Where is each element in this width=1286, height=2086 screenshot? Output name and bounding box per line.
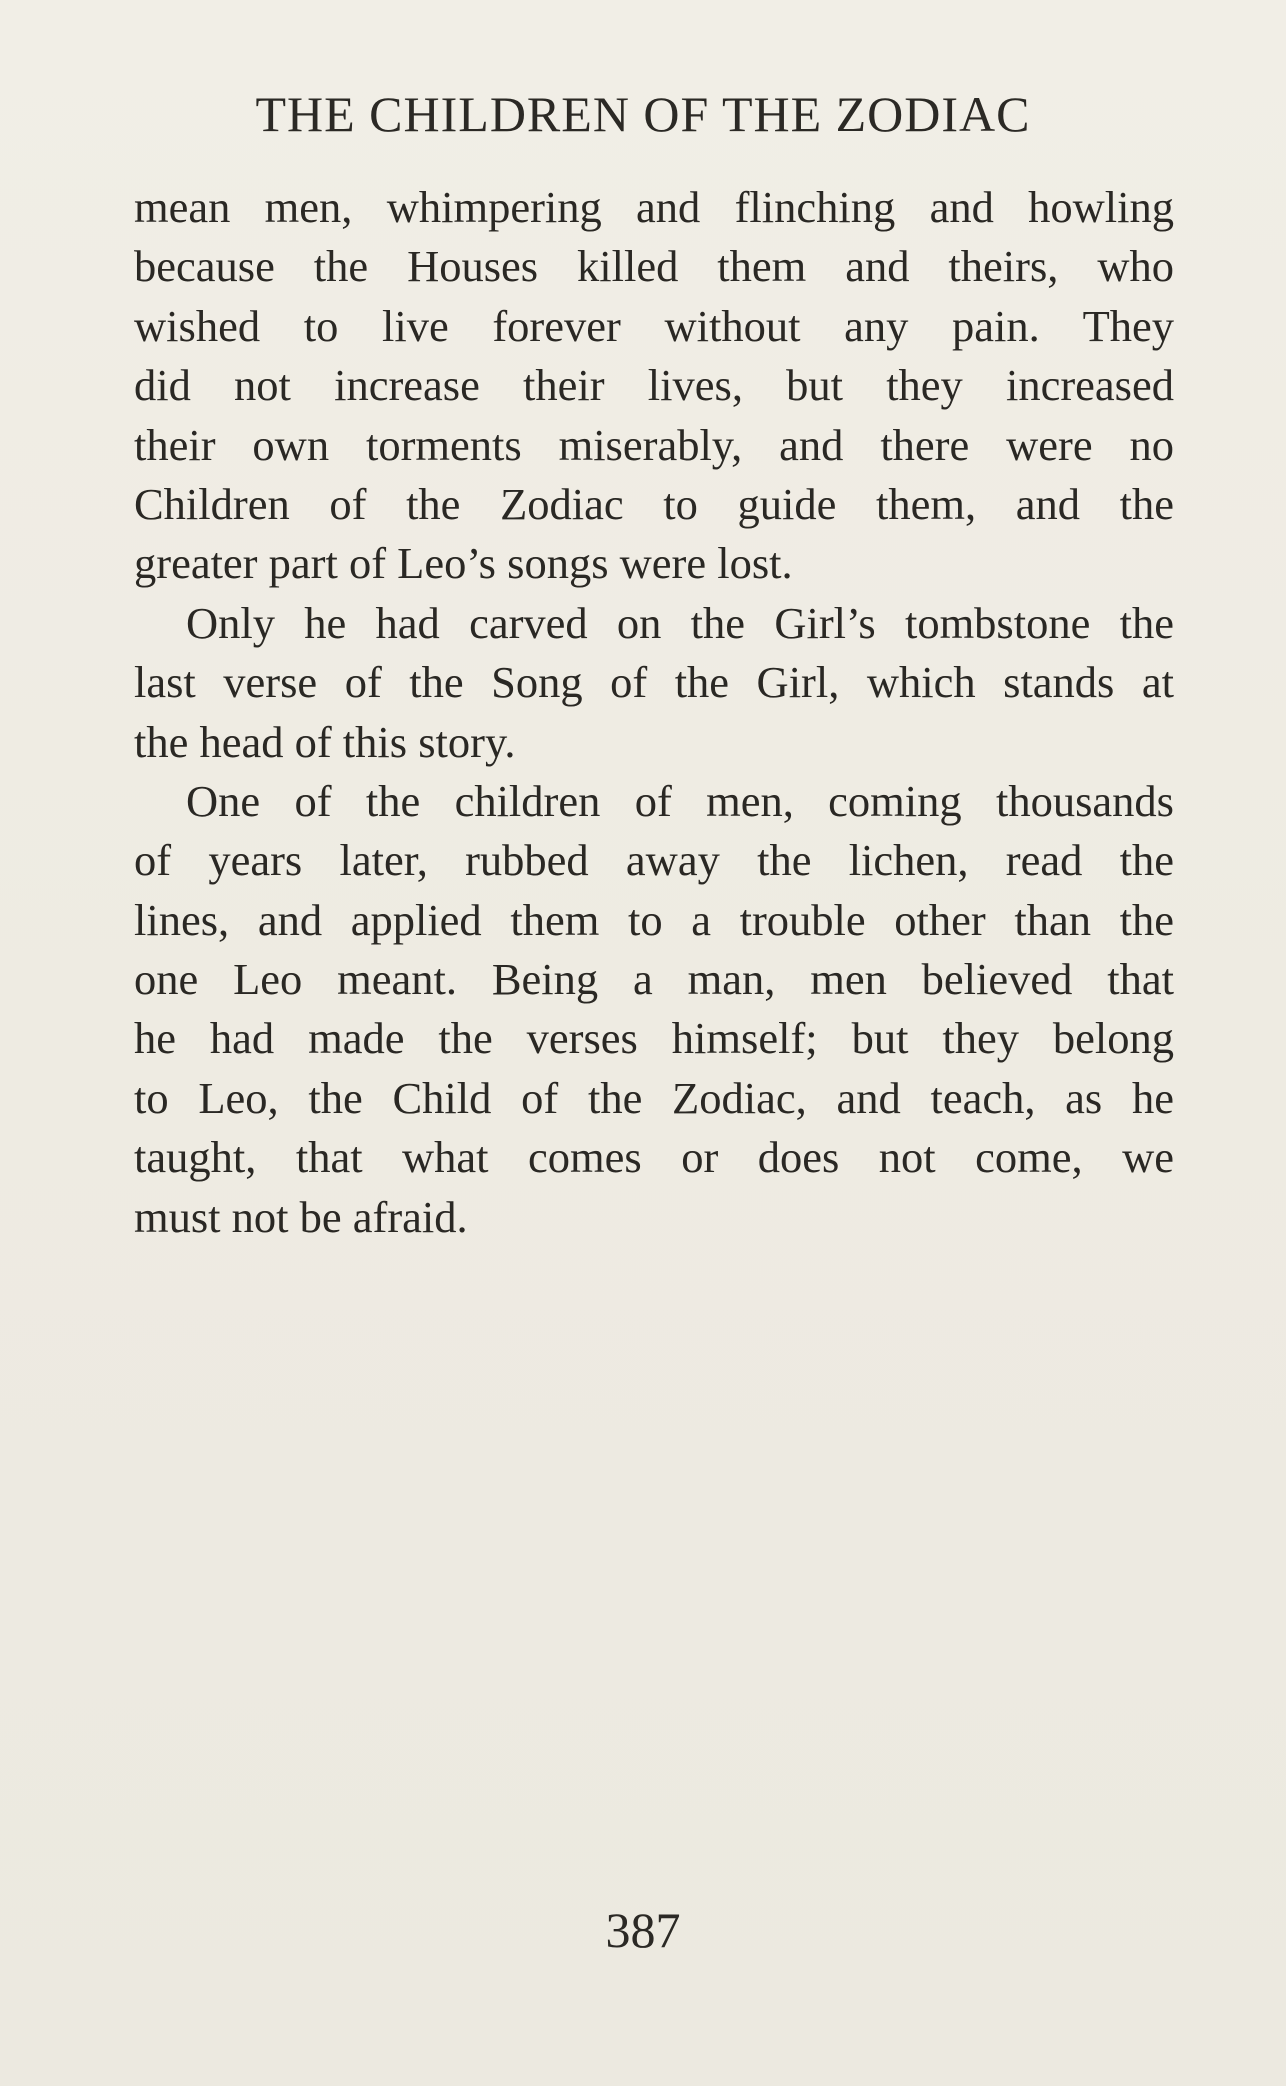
- text-line: greater part of Leo’s songs were lost.: [134, 538, 793, 589]
- text-line: taught, that what comes or does not come, we: [134, 1132, 1174, 1183]
- text-line: did not increase their lives, but they increased: [134, 360, 1174, 411]
- text-line: wished to live forever without any pain. They: [134, 300, 1174, 351]
- text-line: of years later, rubbed away the lichen, read the: [134, 835, 1174, 886]
- running-head: THE CHILDREN OF THE ZODIAC: [255, 86, 1031, 142]
- paragraph-3: [134, 772, 1174, 1247]
- text-line: because the Houses killed them and theirs, who: [134, 241, 1174, 292]
- body-text: [134, 178, 1174, 1247]
- text-line: their own torments miserably, and there were no: [134, 419, 1174, 470]
- text-line: one Leo meant. Being a man, men believed that: [134, 954, 1174, 1005]
- text-line: last verse of the Song of the Girl, which stands at: [134, 657, 1174, 708]
- page-number: 387: [605, 1902, 681, 1958]
- text-line: lines, and applied them to a trouble other than the: [134, 894, 1174, 945]
- text-line: One of the children of men, coming thousands: [186, 775, 1174, 826]
- paragraph-2: [134, 594, 1174, 772]
- text-line: Children of the Zodiac to guide them, and the: [134, 478, 1174, 529]
- text-line: he had made the verses himself; but they belong: [134, 1013, 1174, 1064]
- text-line: the head of this story.: [134, 716, 516, 767]
- text-line: Only he had carved on the Girl’s tombstone the: [186, 597, 1174, 648]
- paragraph-1: [134, 178, 1174, 594]
- text-line: must not be afraid.: [134, 1191, 468, 1242]
- text-line: to Leo, the Child of the Zodiac, and teach, as he: [134, 1072, 1174, 1123]
- text-line: mean men, whimpering and flinching and howling: [134, 182, 1174, 232]
